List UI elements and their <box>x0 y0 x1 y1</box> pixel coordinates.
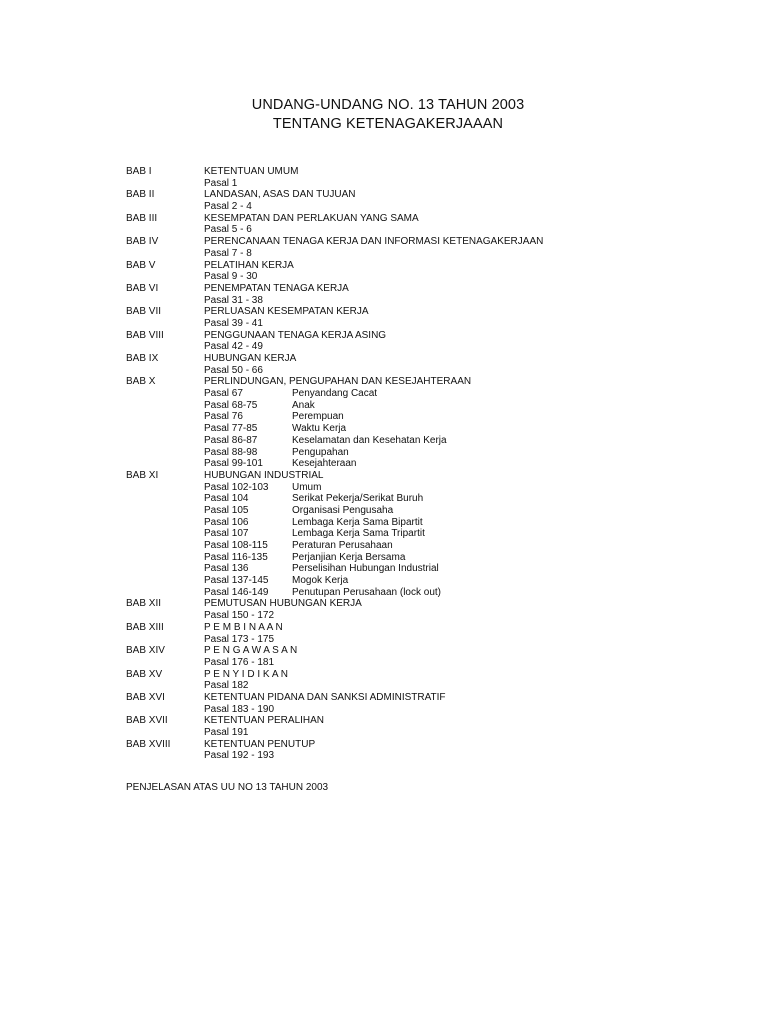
chapter-number: BAB XIV <box>126 645 165 657</box>
article-row <box>126 447 746 459</box>
article-range: Pasal 116-135 <box>204 551 268 563</box>
chapter-row <box>126 739 746 751</box>
article-range: Pasal 5 - 6 <box>204 224 252 236</box>
article-row <box>126 540 746 552</box>
article-row <box>126 657 746 669</box>
chapter-number: BAB II <box>126 189 155 201</box>
article-row <box>126 727 746 739</box>
article-range: Pasal 150 - 172 <box>204 610 275 622</box>
chapter-row <box>126 213 746 225</box>
article-range: Pasal 191 <box>204 727 249 738</box>
chapter-title: PERLUASAN KESEMPATAN KERJA <box>204 306 369 318</box>
article-topic: Penyandang Cacat <box>292 388 378 400</box>
article-topic: Perselisihan Hubungan Industrial <box>292 563 439 575</box>
document-subtitle: TENTANG KETENAGAKERJAAAN <box>272 116 504 132</box>
article-topic: Lembaga Kerja Sama Bipartit <box>292 516 423 528</box>
chapter-number: BAB III <box>126 212 158 224</box>
chapter-number: BAB XIII <box>126 621 164 633</box>
chapter-title: KETENTUAN PERALIHAN <box>204 715 325 727</box>
chapter-row <box>126 715 746 727</box>
article-range: Pasal 99-101 <box>204 458 263 470</box>
chapter-row <box>126 669 746 681</box>
chapter-title: PELATIHAN KERJA <box>204 259 294 271</box>
chapter-title: KETENTUAN PENUTUP <box>204 738 316 750</box>
chapter-title: PEMUTUSAN HUBUNGAN KERJA <box>204 598 362 610</box>
chapter-number: BAB IV <box>126 236 159 248</box>
article-row <box>126 704 746 716</box>
article-range: Pasal 77-85 <box>204 423 258 435</box>
chapter-row <box>126 598 746 610</box>
article-topic: Serikat Pekerja/Serikat Buruh <box>292 493 424 505</box>
article-topic: Mogok Kerja <box>292 575 349 587</box>
chapter-number: BAB IX <box>126 353 159 364</box>
chapter-title: PENEMPATAN TENAGA KERJA <box>204 282 349 294</box>
article-range: Pasal 67 <box>204 388 243 400</box>
chapter-number: BAB X <box>126 376 156 388</box>
table-of-contents <box>126 166 746 762</box>
article-row <box>126 201 746 213</box>
article-row <box>126 563 746 575</box>
article-row <box>126 575 746 587</box>
article-row <box>126 423 746 435</box>
chapter-row <box>126 353 746 365</box>
chapter-row <box>126 166 746 178</box>
article-range: Pasal 176 - 181 <box>204 656 275 668</box>
article-row <box>126 388 746 400</box>
chapter-title: P E M B I N A A N <box>204 621 283 633</box>
article-range: Pasal 104 <box>204 493 249 505</box>
article-row <box>126 295 746 307</box>
article-range: Pasal 76 <box>204 411 243 423</box>
chapter-title: PENGGUNAAN TENAGA KERJA ASING <box>204 329 387 341</box>
chapter-number: BAB VII <box>126 306 162 318</box>
article-topic: Waktu Kerja <box>292 423 347 435</box>
article-topic: Pengupahan <box>292 446 349 458</box>
article-range: Pasal 31 - 38 <box>204 294 263 306</box>
chapter-row <box>126 645 746 657</box>
article-row <box>126 634 746 646</box>
chapter-row <box>126 260 746 272</box>
chapter-title: KETENTUAN UMUM <box>204 166 299 177</box>
chapter-number: BAB XII <box>126 598 162 610</box>
article-topic: Umum <box>292 481 322 493</box>
article-range: Pasal 146-149 <box>204 586 269 598</box>
chapter-row <box>126 189 746 201</box>
article-topic: Anak <box>292 399 315 411</box>
article-range: Pasal 7 - 8 <box>204 247 252 259</box>
article-row <box>126 400 746 412</box>
article-topic: Perjanjian Kerja Bersama <box>292 551 406 563</box>
article-range: Pasal 2 - 4 <box>204 201 252 213</box>
article-range: Pasal 173 - 175 <box>204 633 275 645</box>
article-row <box>126 517 746 529</box>
article-range: Pasal 50 - 66 <box>204 364 263 376</box>
article-row <box>126 271 746 283</box>
chapter-title: HUBUNGAN INDUSTRIAL <box>204 469 324 481</box>
chapter-number: BAB XV <box>126 668 163 680</box>
article-row <box>126 248 746 260</box>
chapter-row <box>126 692 746 704</box>
chapter-row <box>126 376 746 388</box>
article-range: Pasal 108-115 <box>204 540 268 551</box>
article-row <box>126 318 746 330</box>
article-topic: Lembaga Kerja Sama Tripartit <box>292 528 425 540</box>
document-title: UNDANG-UNDANG NO. 13 TAHUN 2003 <box>251 97 525 113</box>
chapter-number: BAB XI <box>126 469 159 481</box>
chapter-number: BAB VIII <box>126 329 164 341</box>
chapter-row <box>126 330 746 342</box>
article-row <box>126 680 746 692</box>
article-range: Pasal 88-98 <box>204 446 258 458</box>
article-topic: Organisasi Pengusaha <box>292 504 394 516</box>
chapter-row <box>126 470 746 482</box>
article-range: Pasal 68-75 <box>204 399 258 411</box>
chapter-number: BAB XVI <box>126 691 165 703</box>
article-topic: Keselamatan dan Kesehatan Kerja <box>292 434 447 446</box>
article-range: Pasal 137-145 <box>204 575 269 587</box>
article-row <box>126 610 746 622</box>
article-range: Pasal 107 <box>204 528 249 540</box>
chapter-number: BAB XVIII <box>126 738 171 750</box>
article-row <box>126 411 746 423</box>
article-range: Pasal 102-103 <box>204 481 269 493</box>
chapter-number: BAB XVII <box>126 715 168 727</box>
article-range: Pasal 105 <box>204 504 249 516</box>
article-range: Pasal 136 <box>204 563 249 575</box>
chapter-title: KETENTUAN PIDANA DAN SANKSI ADMINISTRATIF <box>204 691 446 703</box>
article-topic: Peraturan Perusahaan <box>292 540 393 551</box>
article-row <box>126 493 746 505</box>
chapter-number: BAB VI <box>126 282 159 294</box>
article-topic: Perempuan <box>292 411 344 423</box>
chapter-number: BAB I <box>126 166 152 177</box>
article-row <box>126 482 746 494</box>
chapter-title: PERLINDUNGAN, PENGUPAHAN DAN KESEJAHTERAAN <box>204 376 472 388</box>
chapter-row <box>126 283 746 295</box>
article-topic: Kesejahteraan <box>292 458 357 470</box>
article-row <box>126 528 746 540</box>
chapter-title: PERENCANAAN TENAGA KERJA DAN INFORMASI KETENAGAKERJAAN <box>204 236 544 248</box>
chapter-title: P E N G A W A S A N <box>204 645 298 657</box>
article-row <box>126 458 746 470</box>
chapter-title: LANDASAN, ASAS DAN TUJUAN <box>204 189 356 201</box>
article-row <box>126 365 746 377</box>
article-range: Pasal 1 <box>204 177 238 189</box>
article-range: Pasal 182 <box>204 680 249 692</box>
chapter-row <box>126 306 746 318</box>
article-row <box>126 750 746 762</box>
article-topic: Penutupan Perusahaan (lock out) <box>292 586 441 598</box>
article-range: Pasal 106 <box>204 516 249 528</box>
article-row <box>126 587 746 599</box>
article-range: Pasal 42 - 49 <box>204 341 263 353</box>
article-row <box>126 435 746 447</box>
article-row <box>126 552 746 564</box>
article-row <box>126 224 746 236</box>
chapter-title: KESEMPATAN DAN PERLAKUAN YANG SAMA <box>204 212 419 224</box>
article-range: Pasal 9 - 30 <box>204 271 258 283</box>
chapter-title: HUBUNGAN KERJA <box>204 353 297 364</box>
article-range: Pasal 86-87 <box>204 434 258 446</box>
article-row <box>126 505 746 517</box>
article-row <box>126 341 746 353</box>
chapter-row <box>126 622 746 634</box>
article-range: Pasal 39 - 41 <box>204 317 263 329</box>
chapter-row <box>126 236 746 248</box>
chapter-title: P E N Y I D I K A N <box>204 668 288 680</box>
article-range: Pasal 192 - 193 <box>204 750 275 762</box>
explanation-link: PENJELASAN ATAS UU NO 13 TAHUN 2003 <box>126 782 329 793</box>
article-row <box>126 178 746 190</box>
article-range: Pasal 183 - 190 <box>204 703 275 715</box>
chapter-number: BAB V <box>126 259 156 271</box>
